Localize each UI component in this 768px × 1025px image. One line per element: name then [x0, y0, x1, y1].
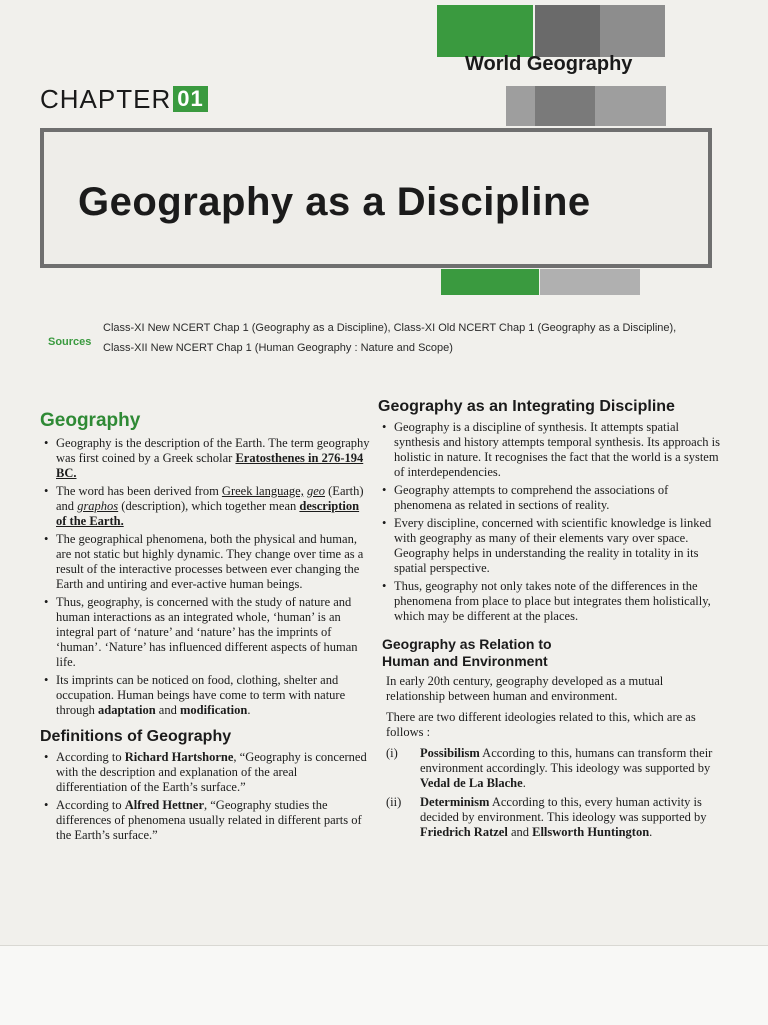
list-item: • Geography is the description of the Earth. The term geography was first coined by a Greek scholar Eratosthenes in 276-194 BC.: [40, 436, 370, 481]
right-column: [378, 398, 723, 844]
list-item: • The geographical phenomena, both the physical and human, are not static but highly dynamic. They change over time as a result of the interactive processes between ever changing the Earth and untiring and ever-active human beings.: [40, 532, 370, 592]
list-item: • Every discipline, concerned with scientific knowledge is linked with geography as many of their elements vary over space. Geography helps in understanding the reality in totality in its spatial perspective.: [378, 516, 723, 576]
header-light-gray-block: [600, 5, 665, 57]
sources-line-2: Class-XII New NCERT Chap 1 (Human Geography : Nature and Scope): [103, 342, 453, 354]
title-gray-bar: [540, 269, 640, 295]
list-item: • According to Richard Hartshorne, “Geography is concerned with the description and explanation of the areal differentiation of the Earth’s surface.”: [40, 750, 370, 795]
eratosthenes-term: Eratosthenes in 276-194 BC.: [56, 451, 364, 480]
geography-heading: Geography: [40, 410, 141, 431]
header-dark-gray-block-lower: [535, 86, 595, 126]
sources-line-1: Class-XI New NCERT Chap 1 (Geography as a Discipline), Class-XI Old NCERT Chap 1 (Geography as a Discipline),: [103, 322, 677, 334]
ideology-possibilism: (i) Possibilism According to this, humans can transform their environment accordingly. This ideology was supported by Vedal de La Blache.: [386, 746, 713, 790]
ideology-determinism: (ii) Determinism According to this, every human activity is decided by environment. This ideology was supported by Friedrich Ratzel and Ellsworth Huntington.: [386, 795, 707, 839]
sources-label: Sources: [48, 336, 92, 348]
relation-heading: Geography as Relation to Human and Environment: [382, 636, 552, 669]
list-item: • According to Alfred Hettner, “Geography studies the differences of phenomena usually related in different parts of the Earth’s surface.”: [40, 798, 370, 843]
integrating-heading: Geography as an Integrating Discipline: [378, 398, 675, 415]
chapter-number: 01: [173, 86, 207, 112]
relation-paragraph-2: There are two different ideologies related to this, which are as follows :: [386, 710, 696, 739]
list-item: • The word has been derived from Greek language, geo (Earth) and graphos (description), which together mean description of the Earth.: [40, 484, 370, 529]
section-label: World Geography: [465, 53, 633, 75]
scan-margin: [0, 945, 768, 1025]
chapter-word: CHAPTER: [40, 84, 172, 114]
relation-paragraph-1: In early 20th century, geography developed as a mutual relationship between human and environment.: [386, 674, 664, 703]
list-item: • Thus, geography not only takes note of the differences in the phenomena from place to place but integrates them holistically, which may be different at the places.: [378, 579, 723, 624]
list-item: • Geography attempts to comprehend the associations of phenomena as related in sections of reality.: [378, 483, 723, 513]
left-column: [40, 410, 370, 846]
definitions-heading: Definitions of Geography: [40, 728, 232, 745]
integrating-list: [378, 420, 723, 624]
header-green-block: [437, 5, 533, 57]
list-item: • Geography is a discipline of synthesis. It attempts spatial synthesis and history attempts temporal synthesis. Its approach is holistic in nature. It recognises the fact that the world is a system of interdependencies.: [378, 420, 723, 480]
chapter-title: Geography as a Discipline: [78, 180, 591, 224]
chapter-heading: [40, 84, 208, 115]
list-item: • Its imprints can be noticed on food, clothing, shelter and occupation. Human beings have come to term with nature through adaptation and modification.: [40, 673, 370, 718]
geography-list: [40, 436, 370, 718]
title-green-bar: [441, 269, 539, 295]
definitions-list: [40, 750, 370, 843]
list-item: • Thus, geography, is concerned with the study of nature and human interactions as an integrated whole, ‘human’ is an integral part of ‘nature’ and ‘nature’ has the imprints of ‘human’. ‘Nature’ has influenced different aspects of human life.: [40, 595, 370, 670]
